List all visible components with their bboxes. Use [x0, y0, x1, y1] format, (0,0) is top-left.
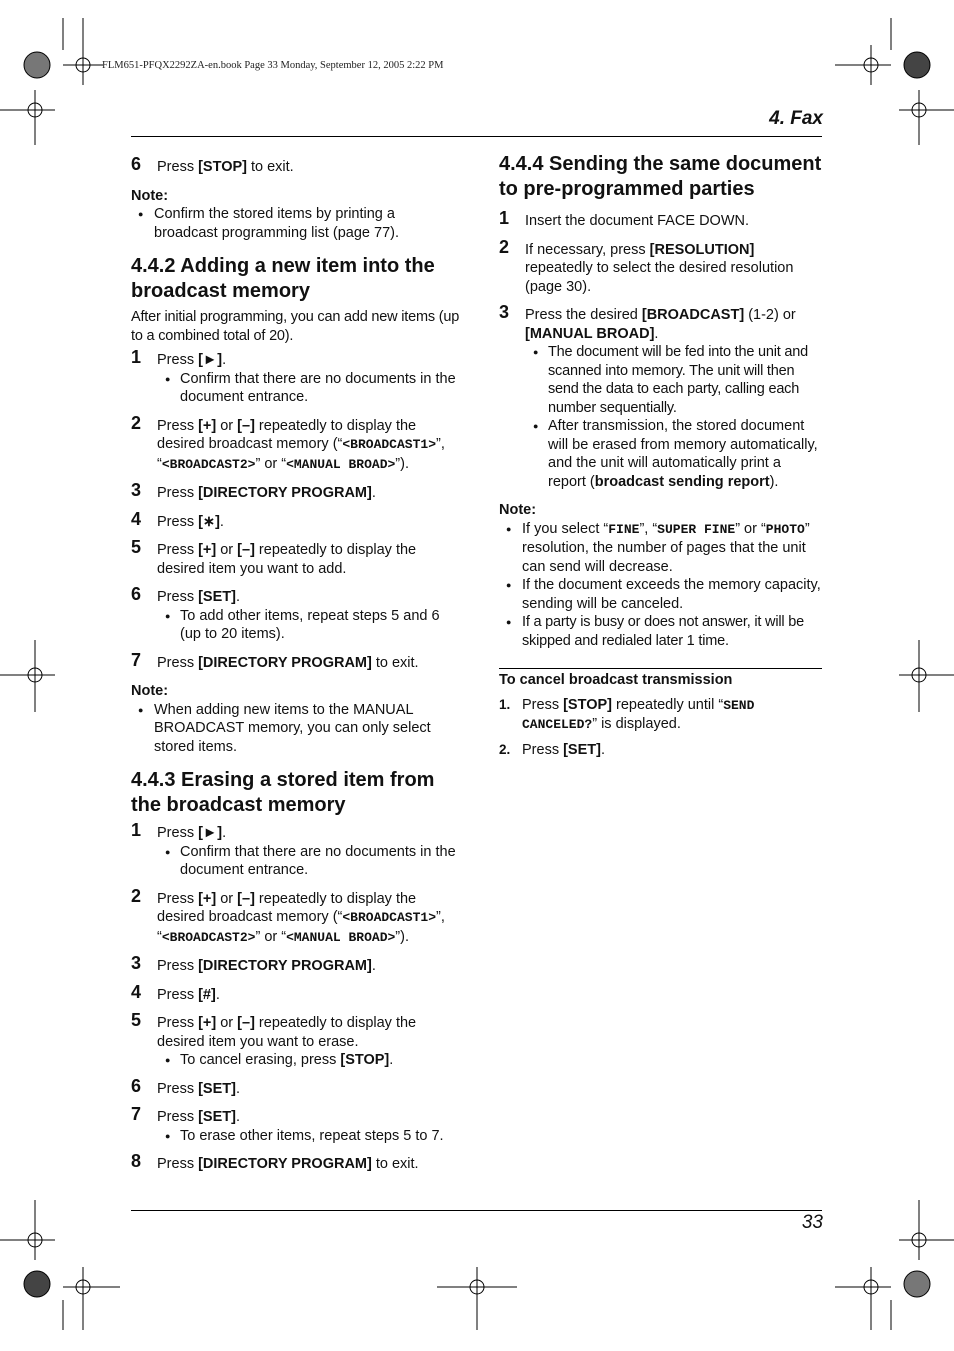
step-text: ”). [395, 928, 409, 945]
key-label: [SET] [198, 589, 236, 605]
step-text: Press [157, 890, 199, 907]
list-text: repeatedly until “ [611, 696, 724, 713]
step-text: . [222, 352, 227, 368]
display-text: <MANUAL BROAD> [286, 456, 396, 472]
section-title: 4.4.3 Erasing a stored item from the broadcast memory [131, 769, 435, 816]
key-label: [–] [237, 542, 255, 558]
step [131, 347, 461, 407]
step-text: . [235, 589, 240, 605]
key-label: [SET] [198, 1109, 236, 1125]
file-info: FLM651-PFQX2292ZA-en.book Page 33 Monday, September 12, 2005 2:22 PM [102, 60, 444, 71]
note-bullet: ● If a party is busy or does not answer, it will be skipped and redialed later 1 time. [499, 613, 822, 650]
step-bullet: ● To erase other items, repeat steps 5 to 7. [157, 1127, 461, 1146]
key-label: [+] [198, 1015, 217, 1031]
bullet-text: To cancel erasing, press [180, 1052, 341, 1068]
step [131, 412, 461, 475]
bullet-text: ” resolution, the number of pages that the unit can send will decrease. [522, 520, 810, 575]
display-text: FINE [608, 521, 640, 537]
key-label: [DIRECTORY PROGRAM] [198, 958, 372, 974]
key-label: [SET] [563, 741, 601, 758]
step-number: 2 [499, 236, 510, 257]
step-text: . [371, 485, 376, 501]
note-bullet: ● When adding new items to the MANUAL BROADCAST memory, you can only select stored items. [131, 701, 461, 757]
step-text: repeatedly to display the desired broadcast memory [157, 417, 417, 452]
display-text: <BROADCAST2> [161, 929, 256, 945]
step [131, 953, 461, 976]
step-number: 6 [131, 154, 142, 174]
note-bullet: ● Confirm the stored items by printing a broadcast programming list (page 77). [131, 205, 461, 242]
step-text: Press [157, 958, 199, 974]
key-label: [DIRECTORY PROGRAM] [198, 654, 372, 671]
step-text: or [216, 417, 238, 434]
step-number: 3 [131, 480, 142, 500]
bullet-text: ). [769, 473, 779, 490]
key-label: [+] [198, 417, 217, 434]
footer-rule [131, 1210, 822, 1211]
step-text: Press [157, 417, 199, 434]
note-label: Note: [131, 683, 169, 699]
step-number: 2 [131, 885, 142, 906]
step-text: Press [157, 159, 199, 175]
step-text: . [219, 513, 224, 530]
step-text: ” or “ [255, 928, 287, 945]
bullet-text: After transmission, the stored document will be erased from memory automatically, and the unit will automatically print a report ( [548, 418, 818, 490]
key-label: [►] [198, 352, 223, 368]
left-column [131, 152, 461, 1174]
step [499, 208, 822, 231]
note-label: Note: [131, 187, 169, 204]
step [131, 981, 461, 1005]
step [131, 154, 461, 177]
step-number: 7 [131, 649, 142, 670]
step-number: 8 [131, 1151, 142, 1171]
key-label: [DIRECTORY PROGRAM] [198, 485, 372, 501]
step-text: . [654, 325, 659, 342]
step-text: repeatedly to select the desired resolution (page 30). [525, 260, 794, 295]
step-number: 7 [131, 1104, 142, 1124]
step-text: Press [157, 352, 199, 368]
step-text: (1-2) or [744, 307, 796, 323]
step-text: Press [157, 542, 199, 558]
step-number: 3 [131, 953, 142, 973]
key-label: [#] [198, 986, 216, 1003]
step [131, 1075, 461, 1099]
display-text: <BROADCAST1> [342, 437, 436, 452]
step [499, 302, 822, 491]
step-text: Press [157, 986, 199, 1003]
step-text: ”). [395, 455, 409, 472]
step-text: (“ [332, 436, 343, 452]
chapter-header: 4. Fax [769, 108, 823, 129]
page-number: 33 [801, 1212, 823, 1233]
step-text: Press [157, 1156, 199, 1172]
step [131, 480, 461, 503]
note-bullet [499, 520, 822, 577]
step-text: Press [157, 513, 199, 530]
bullet-text: If you select “ [522, 520, 609, 537]
step-text: repeatedly to display the desired item you want to add. [157, 542, 417, 577]
step [131, 508, 461, 532]
step-text: . [222, 825, 227, 841]
right-column [499, 152, 822, 759]
step-text: to exit. [371, 654, 419, 671]
step-number: 5 [131, 1010, 142, 1030]
step-text: or [216, 1015, 238, 1031]
key-label: [∗] [198, 513, 220, 530]
step-text: If necessary, press [525, 241, 650, 258]
display-text: <MANUAL BROAD> [286, 929, 396, 945]
bullet-text: ”, “ [639, 520, 658, 537]
step-number: 6 [131, 1075, 142, 1096]
step [499, 236, 822, 297]
section-intro: After initial programming, you can add new items (up to a combined total of 20). [131, 309, 460, 344]
bullet-text: . [389, 1052, 394, 1068]
step-text: ” or “ [255, 455, 287, 472]
step-number: 4 [131, 981, 142, 1002]
bullet-bold: broadcast sending report [594, 473, 770, 490]
display-text: <BROADCAST2> [161, 456, 256, 472]
step-text: Press [157, 825, 199, 841]
step [131, 1151, 461, 1174]
key-label: [–] [237, 417, 255, 434]
step-text: Press the desired [525, 307, 642, 323]
step-number: 1 [131, 820, 142, 840]
key-label: [SET] [198, 1080, 236, 1097]
key-label: [STOP] [198, 159, 247, 175]
key-label: [–] [237, 1015, 255, 1031]
step-text: to exit. [371, 1156, 419, 1172]
section-title: 4.4.4 Sending the same document to pre-programmed parties [499, 153, 822, 200]
step-bullet: ● The document will be fed into the unit and scanned into memory. The unit will then send the data to each party, calling each number sequentially. [525, 343, 822, 417]
key-label: [+] [198, 890, 217, 907]
list-text: Press [522, 741, 564, 758]
display-text: <BROADCAST1> [342, 910, 436, 925]
step-text: or [216, 890, 238, 907]
list-number: 1. [499, 696, 511, 712]
section-title: 4.4.2 Adding a new item into the broadcast memory [131, 255, 435, 302]
step-text: Press [157, 654, 199, 671]
step-text: Press [157, 1015, 199, 1031]
key-label: [MANUAL BROAD] [525, 325, 655, 342]
key-label: [BROADCAST] [641, 307, 745, 323]
step-text: (“ [332, 909, 343, 925]
step [131, 820, 461, 880]
step-bullet [525, 417, 822, 491]
step-number: 1 [499, 208, 510, 228]
step-text: to exit. [246, 159, 294, 175]
step [131, 1104, 461, 1145]
step [131, 885, 461, 948]
note-label: Note: [499, 502, 537, 518]
key-label: [STOP] [340, 1052, 390, 1068]
step-number: 4 [131, 508, 142, 529]
display-text: SEND CANCELED? [522, 697, 755, 732]
step-bullet: ● To add other items, repeat steps 5 and 6 (up to 20 items). [157, 607, 461, 644]
note-bullet: ● If the document exceeds the memory capacity, sending will be canceled. [499, 576, 822, 613]
step-number: 2 [131, 412, 142, 433]
display-text: PHOTO [765, 521, 805, 537]
step-text: ”, “ [157, 909, 445, 945]
key-label: [DIRECTORY PROGRAM] [198, 1156, 372, 1172]
step-text: . [371, 958, 376, 974]
list-text: Press [522, 696, 564, 713]
key-label: [–] [237, 890, 255, 907]
step-text: Press [157, 485, 199, 501]
step-number: 3 [499, 302, 510, 322]
list-number: 2. [499, 741, 511, 757]
list-text: ” is displayed. [592, 716, 681, 732]
list-item [499, 696, 822, 735]
key-label: [►] [198, 825, 223, 841]
step [131, 537, 461, 578]
step [131, 1010, 461, 1070]
cancel-title: To cancel broadcast transmission [499, 672, 733, 688]
step-text: or [216, 542, 238, 558]
key-label: [RESOLUTION] [649, 241, 755, 258]
step-number: 1 [131, 347, 142, 367]
step-number: 5 [131, 537, 142, 557]
bullet-text: ” or “ [735, 520, 766, 537]
step-text: ”, “ [157, 436, 445, 472]
header-rule [131, 136, 822, 137]
list-item [499, 741, 822, 760]
step-text: . [235, 1109, 240, 1125]
step-text: Insert the document FACE DOWN. [525, 213, 750, 229]
step [131, 649, 461, 673]
step-text: . [235, 1080, 240, 1097]
step-text: . [215, 986, 220, 1003]
step-text: Press [157, 1109, 199, 1125]
step-text: Press [157, 589, 199, 605]
step-bullet: ● Confirm that there are no documents in the document entrance. [157, 370, 461, 407]
step-text: Press [157, 1080, 199, 1097]
step-bullet [157, 1051, 461, 1070]
step [131, 584, 461, 644]
key-label: [+] [198, 542, 217, 558]
key-label: [STOP] [563, 696, 612, 713]
list-text: . [600, 741, 605, 758]
display-text: SUPER FINE [657, 521, 736, 537]
step-bullet: ● Confirm that there are no documents in the document entrance. [157, 843, 461, 880]
step-number: 6 [131, 584, 142, 604]
step-text: repeatedly to display the desired item you want to erase. [157, 1015, 417, 1050]
cancel-section [499, 668, 822, 759]
step-text: repeatedly to display the desired broadcast memory [157, 890, 417, 925]
